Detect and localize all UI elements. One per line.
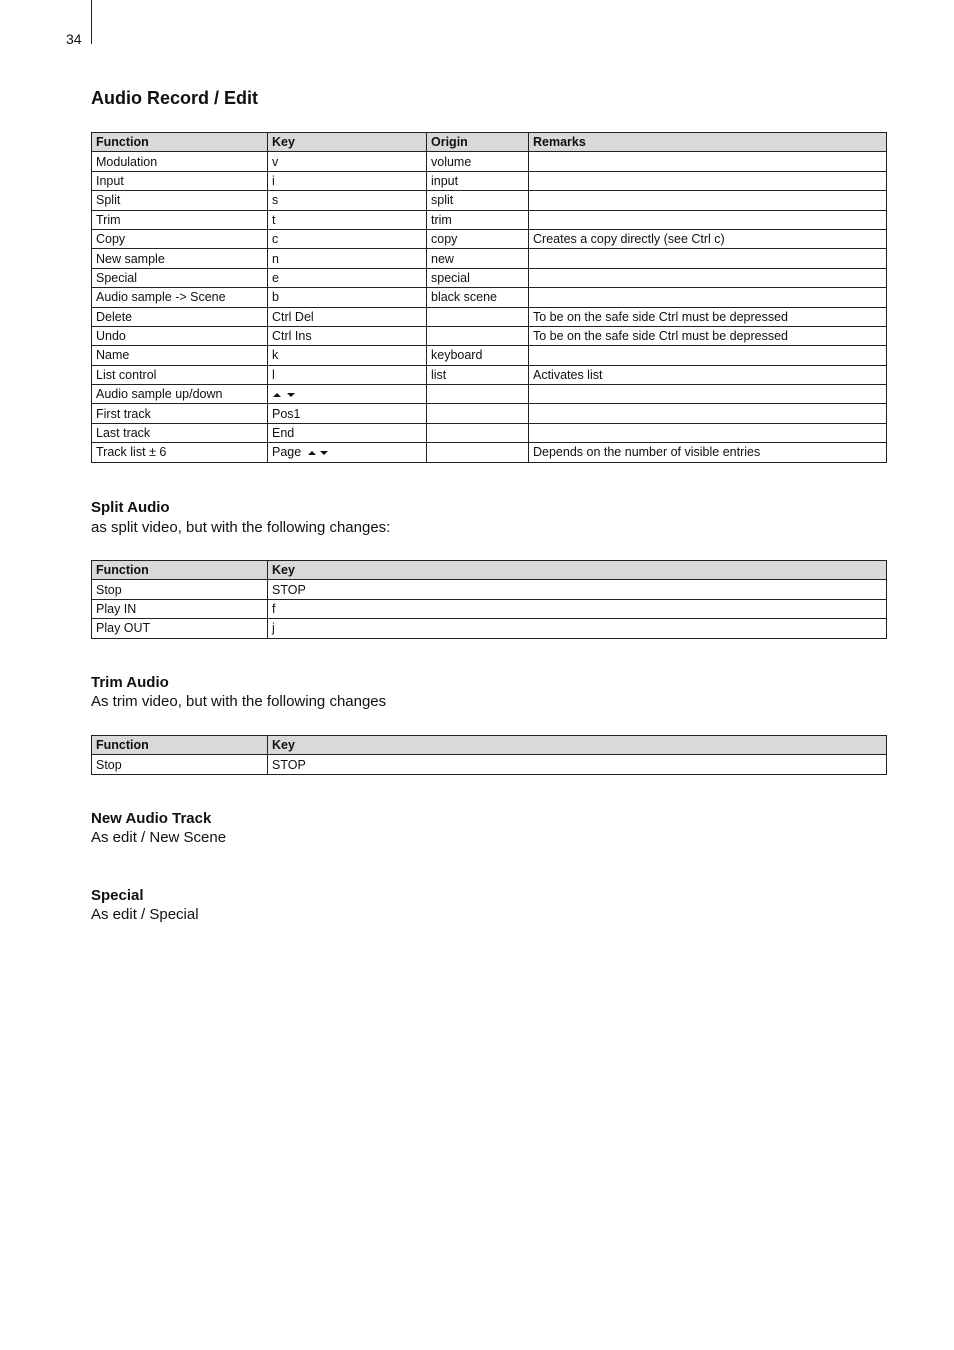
table-row bbox=[92, 326, 887, 345]
cell-origin: special bbox=[427, 268, 529, 287]
cell-remarks bbox=[529, 268, 887, 287]
table-row bbox=[92, 599, 887, 618]
cell-remarks bbox=[529, 385, 887, 404]
column-header-key: Key bbox=[268, 736, 887, 755]
cell-origin: split bbox=[427, 191, 529, 210]
cell-remarks: To be on the safe side Ctrl must be depressed bbox=[529, 307, 887, 326]
cell-function: Last track bbox=[92, 423, 268, 442]
cell-function: List control bbox=[92, 365, 268, 384]
cell-function: Trim bbox=[92, 210, 268, 229]
table-row bbox=[92, 755, 887, 774]
cell-remarks: Activates list bbox=[529, 365, 887, 384]
cell-function: Play IN bbox=[92, 599, 268, 618]
cell-origin: input bbox=[427, 171, 529, 190]
special-text: As edit / Special bbox=[91, 906, 199, 923]
cell-origin bbox=[427, 385, 529, 404]
cell-function: Copy bbox=[92, 229, 268, 248]
page-number: 34 bbox=[66, 31, 82, 47]
cell-origin: volume bbox=[427, 152, 529, 171]
cell-function: Play OUT bbox=[92, 619, 268, 638]
cell-remarks: Depends on the number of visible entries bbox=[529, 443, 887, 462]
cell-key: b bbox=[268, 288, 427, 307]
table-row bbox=[92, 171, 887, 190]
new-audio-track-text: As edit / New Scene bbox=[91, 829, 227, 846]
column-header-function: Function bbox=[92, 736, 268, 755]
table-row bbox=[92, 580, 887, 599]
cell-remarks: Creates a copy directly (see Ctrl c) bbox=[529, 229, 887, 248]
table-row bbox=[92, 307, 887, 326]
trim-audio-heading: Trim Audio bbox=[91, 674, 169, 691]
cell-origin: trim bbox=[427, 210, 529, 229]
cell-origin: keyboard bbox=[427, 346, 529, 365]
table-row bbox=[92, 152, 887, 171]
cell-function: Track list ± 6 bbox=[92, 443, 268, 462]
margin-rule bbox=[91, 0, 92, 44]
split-audio-text: as split video, but with the following changes: bbox=[91, 519, 391, 536]
split-audio-heading: Split Audio bbox=[91, 499, 170, 516]
column-header-remarks: Remarks bbox=[529, 133, 887, 152]
cell-function: Special bbox=[92, 268, 268, 287]
cell-key: Pos1 bbox=[268, 404, 427, 423]
cell-origin bbox=[427, 307, 529, 326]
cell-key: j bbox=[268, 619, 887, 638]
cell-key: Ctrl Ins bbox=[268, 326, 427, 345]
cell-origin bbox=[427, 443, 529, 462]
cell-remarks bbox=[529, 210, 887, 229]
table-row bbox=[92, 249, 887, 268]
cell-key: c bbox=[268, 229, 427, 248]
split-audio-table bbox=[91, 560, 887, 639]
cell-key: v bbox=[268, 152, 427, 171]
cell-key: e bbox=[268, 268, 427, 287]
cell-key: STOP bbox=[268, 755, 887, 774]
table-row bbox=[92, 619, 887, 638]
table-row bbox=[92, 268, 887, 287]
cell-key: l bbox=[268, 365, 427, 384]
table-row bbox=[92, 210, 887, 229]
cell-function: Undo bbox=[92, 326, 268, 345]
column-header-function: Function bbox=[92, 133, 268, 152]
cell-remarks bbox=[529, 249, 887, 268]
cell-origin: new bbox=[427, 249, 529, 268]
cell-origin: copy bbox=[427, 229, 529, 248]
cell-remarks bbox=[529, 152, 887, 171]
cell-origin bbox=[427, 326, 529, 345]
cell-remarks: To be on the safe side Ctrl must be depressed bbox=[529, 326, 887, 345]
table-header-row bbox=[92, 736, 887, 755]
cell-key: s bbox=[268, 191, 427, 210]
cell-origin: list bbox=[427, 365, 529, 384]
table-row bbox=[92, 191, 887, 210]
special-heading: Special bbox=[91, 887, 144, 904]
table-row bbox=[92, 385, 887, 404]
column-header-function: Function bbox=[92, 561, 268, 580]
cell-key: k bbox=[268, 346, 427, 365]
cell-origin: black scene bbox=[427, 288, 529, 307]
cell-remarks bbox=[529, 288, 887, 307]
cell-function: First track bbox=[92, 404, 268, 423]
table-row bbox=[92, 404, 887, 423]
cell-function: Modulation bbox=[92, 152, 268, 171]
table-row bbox=[92, 288, 887, 307]
cell-remarks bbox=[529, 346, 887, 365]
table-header-row bbox=[92, 561, 887, 580]
trim-audio-text: As trim video, but with the following changes bbox=[91, 693, 387, 710]
cell-remarks bbox=[529, 171, 887, 190]
cell-key bbox=[268, 443, 427, 462]
table-row bbox=[92, 365, 887, 384]
cell-remarks bbox=[529, 404, 887, 423]
cell-function: Stop bbox=[92, 755, 268, 774]
cell-key: End bbox=[268, 423, 427, 442]
cell-function: Audio sample -> Scene bbox=[92, 288, 268, 307]
table-row bbox=[92, 423, 887, 442]
page-title: Audio Record / Edit bbox=[91, 88, 259, 108]
new-audio-track-heading: New Audio Track bbox=[91, 810, 212, 827]
table-header-row bbox=[92, 133, 887, 152]
cell-origin bbox=[427, 404, 529, 423]
trim-audio-table bbox=[91, 735, 887, 775]
column-header-key: Key bbox=[268, 133, 427, 152]
cell-key: n bbox=[268, 249, 427, 268]
up-down-arrow-icons bbox=[305, 443, 331, 461]
up-down-arrow-icons bbox=[272, 385, 298, 403]
cell-function: Audio sample up/down bbox=[92, 385, 268, 404]
cell-function: Split bbox=[92, 191, 268, 210]
cell-function: Stop bbox=[92, 580, 268, 599]
column-header-key: Key bbox=[268, 561, 887, 580]
cell-key: f bbox=[268, 599, 887, 618]
cell-key: i bbox=[268, 171, 427, 190]
cell-function: Delete bbox=[92, 307, 268, 326]
key-page-label: Page bbox=[272, 445, 302, 460]
cell-function: New sample bbox=[92, 249, 268, 268]
cell-key: STOP bbox=[268, 580, 887, 599]
cell-key: Ctrl Del bbox=[268, 307, 427, 326]
cell-key: t bbox=[268, 210, 427, 229]
main-shortcut-table bbox=[91, 132, 887, 463]
cell-remarks bbox=[529, 191, 887, 210]
table-row bbox=[92, 443, 887, 462]
cell-origin bbox=[427, 423, 529, 442]
cell-function: Name bbox=[92, 346, 268, 365]
cell-remarks bbox=[529, 423, 887, 442]
table-row bbox=[92, 229, 887, 248]
cell-key bbox=[268, 385, 427, 404]
column-header-origin: Origin bbox=[427, 133, 529, 152]
table-row bbox=[92, 346, 887, 365]
cell-function: Input bbox=[92, 171, 268, 190]
